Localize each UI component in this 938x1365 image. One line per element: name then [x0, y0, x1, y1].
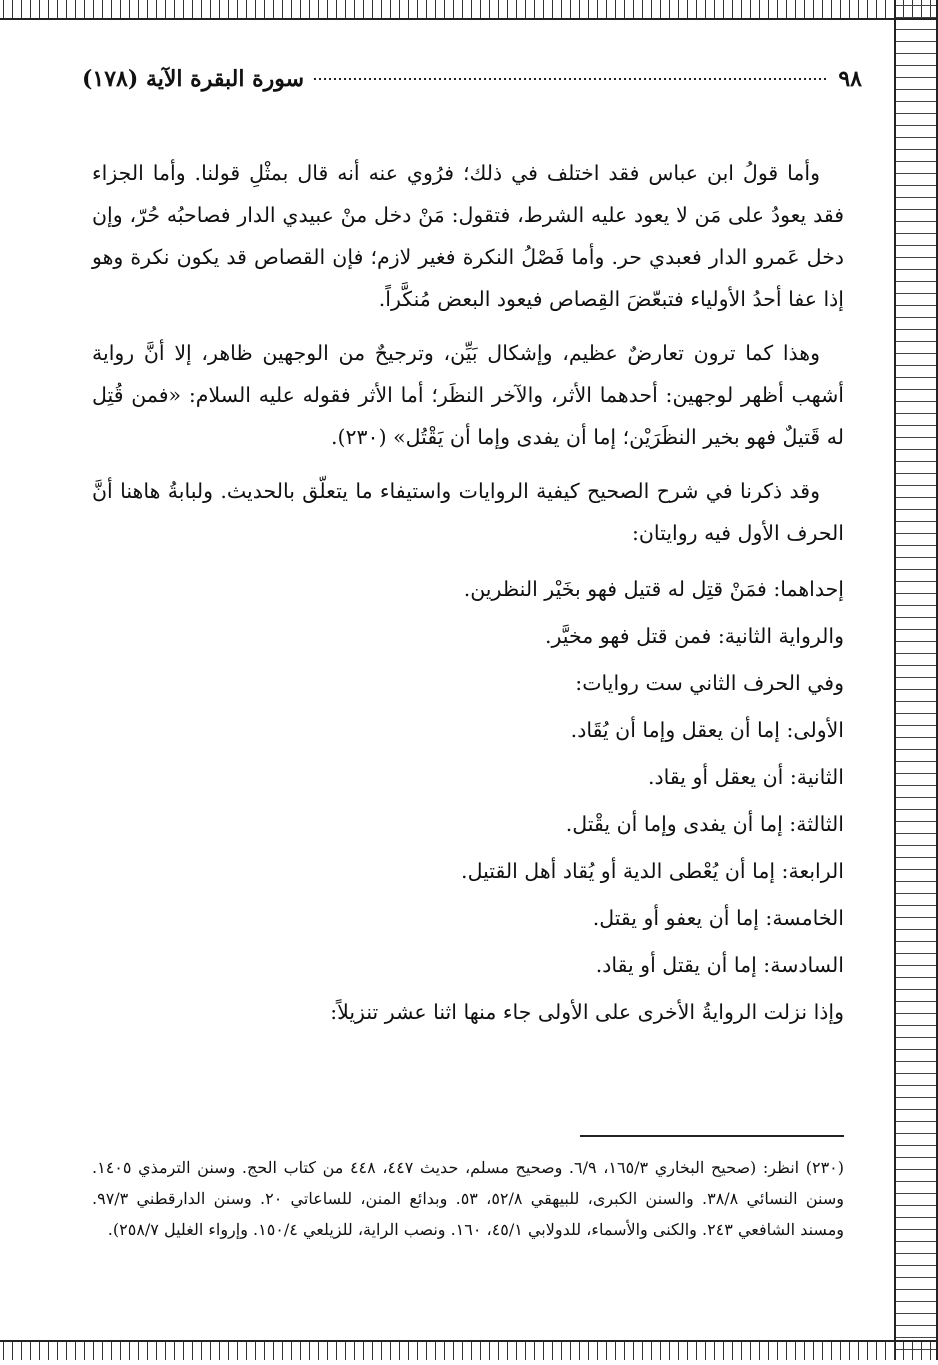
list-line: والرواية الثانية: فمن قتل فهو مخيَّر. [544, 624, 844, 648]
ornamental-border-bottom [0, 1340, 938, 1360]
list-line: إحداهما: فمَنْ قتِل له قتيل فهو بخَيْر النظرين. [463, 577, 844, 601]
list-line: الرابعة: إما أن يُعْطى الدية أو يُقاد أهل القتيل. [461, 859, 844, 883]
paragraph: وهذا كما ترون تعارضٌ عظيم، وإشكال بَيِّن، وترجيحٌ من الوجهين ظاهر، إلا أنَّ رواية أشهب أظهر لوجهين: أحدهما الأثر، والآخر النظَر؛ أما الأثر فقوله عليه السلام: «فمن قُتِل له قَتيلٌ فهو بخير النظَرَيْن؛ إما أن يفدى وإما أن يَقْتُل» (٢٣٠). [92, 341, 844, 449]
list-line: الأولى: إما أن يعقل وإما أن يُقَاد. [570, 718, 844, 742]
paragraph: وأما قولُ ابن عباس فقد اختلف في ذلك؛ فرُوي عنه أنه قال بمثْلِ قولنا. وأما الجزاء فقد يعودُ على مَن لا يعود عليه الشرط، فتقول: مَنْ دخل منْ عبيدي الدار فصاحبُه حُرّ، وإن دخل عَمرو الدار فعبدي حر. وأما فَصْلُ النكرة فغير لازم؛ فإن القصاص قد يكون نكرة وهو إذا عفا أحدُ الأولياء فتبعّضَ القِصاص فيعود البعض مُنكَّراً. [92, 161, 844, 311]
page-header [82, 62, 862, 96]
ornamental-border-right [894, 0, 938, 1360]
running-head: سورة البقرة الآية (١٧٨) [82, 66, 305, 92]
footnote: (٢٣٠) انظر: (صحيح البخاري ١٦٥/٣، ٦/٩. وصحيح مسلم، حديث ٤٤٧، ٤٤٨ من كتاب الحج. وسنن الترمذي ١٤٠٥. وسنن النسائي ٣٨/٨. والسنن الكبرى، للبيهقي ٥٢/٨، ٥٣. وبدائع المنن، للساعاتي ٢٠. وسنن الدارقطني ٩٧/٣. ومسند الشافعي ٢٤٣. والكنى والأسماء، للدولابي ٤٥/١، ١٦٠. ونصب الراية، للزيلعي ١٥٠/٤. وإرواء الغليل ٢٥٨/٧). [92, 1158, 845, 1239]
list-line: الثانية: أن يعقل أو يقاد. [647, 765, 844, 789]
footnote-separator [580, 1135, 844, 1137]
list-line: السادسة: إما أن يقتل أو يقاد. [595, 953, 844, 977]
header-dot-leader [314, 78, 828, 80]
paragraph: وقد ذكرنا في شرح الصحيح كيفية الروايات واستيفاء ما يتعلّق بالحديث. ولبابةُ هاهنا أنَّ الحرف الأول فيه روايتان: [92, 479, 844, 545]
list-line: الخامسة: إما أن يعفو أو يقتل. [592, 906, 844, 930]
page-number: ٩٨ [838, 66, 862, 92]
list-line: وإذا نزلت الروايةُ الأخرى على الأولى جاء منها اثنا عشر تنزيلاً: [330, 1000, 844, 1024]
ornamental-border-top [0, 0, 938, 20]
list-line: وفي الحرف الثاني ست روايات: [575, 671, 844, 695]
list-line: الثالثة: إما أن يفدى وإما أن يقْتل. [565, 812, 844, 836]
main-text [92, 152, 844, 1036]
footnotes [92, 1152, 844, 1245]
